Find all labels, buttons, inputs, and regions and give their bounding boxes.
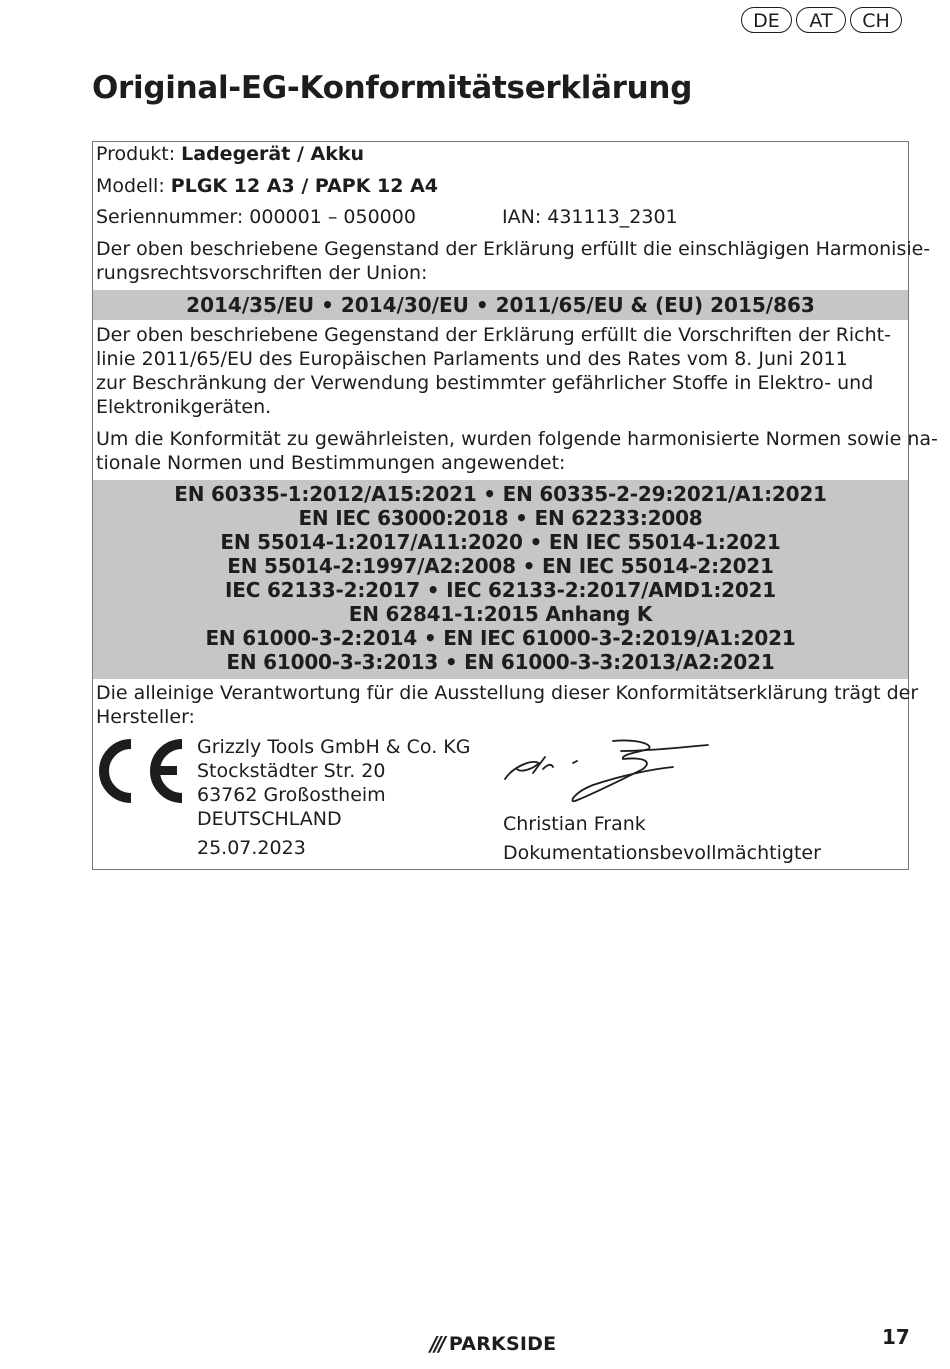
directives-text: 2014/35/EU • 2014/30/EU • 2011/65/EU & (EU) 2015/863 xyxy=(186,293,815,317)
declaration-date: 25.07.2023 xyxy=(197,837,306,859)
norms-intro-paragraph xyxy=(96,427,938,475)
intro-line: rungsrechtsvorschriften der Union: xyxy=(96,262,428,284)
product-row xyxy=(96,142,905,166)
manufacturer-city: 63762 Großostheim xyxy=(197,784,386,806)
ian-number: IAN: 431113_2301 xyxy=(502,206,678,228)
standard-line: EN 61000-3-2:2014 • EN IEC 61000-3-2:2019/A1:2021 xyxy=(205,626,796,650)
language-badges xyxy=(741,7,902,33)
rohs-line: zur Beschränkung der Verwendung bestimmter gefährlicher Stoffe in Elektro- und xyxy=(96,372,874,394)
norms-intro-line: tionale Normen und Bestimmungen angewendet: xyxy=(96,452,566,474)
logo-brand: PARKSIDE xyxy=(448,1333,557,1355)
rohs-line: Der oben beschriebene Gegenstand der Erklärung erfüllt die Vorschriften der Richt- xyxy=(96,324,891,346)
intro-line: Der oben beschriebene Gegenstand der Erklärung erfüllt die einschlägigen Harmonisie- xyxy=(96,238,931,260)
signatory-name: Christian Frank xyxy=(503,813,646,835)
model-label: Modell: xyxy=(96,175,165,197)
declaration-box xyxy=(92,141,938,870)
serial-row xyxy=(96,205,905,229)
signatory-role: Dokumentationsbevollmächtigter xyxy=(503,842,821,864)
rohs-paragraph xyxy=(96,323,902,419)
rohs-line: linie 2011/65/EU des Europäischen Parlaments und des Rates vom 8. Juni 2011 xyxy=(96,348,848,370)
standard-line: EN IEC 63000:2018 • EN 62233:2008 xyxy=(298,506,703,530)
product-value: Ladegerät / Akku xyxy=(181,143,365,165)
standard-line: EN 55014-2:1997/A2:2008 • EN IEC 55014-2:2021 xyxy=(227,554,774,578)
language-badge-ch: CH xyxy=(850,7,902,33)
responsibility-line: Hersteller: xyxy=(96,706,195,728)
responsibility-line: Die alleinige Verantwortung für die Ausstellung dieser Konformitätserklärung trägt der xyxy=(96,682,919,704)
rohs-line: Elektronikgeräten. xyxy=(96,396,272,418)
standards-band xyxy=(93,480,908,679)
model-value: PLGK 12 A3 / PAPK 12 A4 xyxy=(170,175,439,197)
standard-line: EN 62841-1:2015 Anhang K xyxy=(348,602,653,626)
parkside-logo xyxy=(430,1332,556,1356)
model-row xyxy=(96,174,905,198)
standard-line: IEC 62133-2:2017 • IEC 62133-2:2017/AMD1:2021 xyxy=(225,578,776,602)
language-badge-de: DE xyxy=(741,7,792,33)
signature-image xyxy=(503,739,713,809)
directives-band xyxy=(93,290,908,320)
page-title: Original-EG-Konformitätserklärung xyxy=(92,70,693,106)
standard-line: EN 60335-1:2012/A15:2021 • EN 60335-2-29:2021/A1:2021 xyxy=(174,482,827,506)
manufacturer-name: Grizzly Tools GmbH & Co. KG xyxy=(197,736,471,758)
language-badge-at: AT xyxy=(796,7,846,33)
intro-paragraph xyxy=(96,237,931,285)
standard-line: EN 61000-3-3:2013 • EN 61000-3-3:2013/A2:2021 xyxy=(226,650,775,674)
logo-slashes: /// xyxy=(430,1332,443,1356)
manufacturer-street: Stockstädter Str. 20 xyxy=(197,760,386,782)
ce-mark-icon xyxy=(95,738,187,804)
norms-intro-line: Um die Konformität zu gewährleisten, wurden folgende harmonisierte Normen sowie na- xyxy=(96,428,938,450)
manufacturer-country: DEUTSCHLAND xyxy=(197,808,342,830)
page-number: 17 xyxy=(882,1325,910,1349)
serial-number: Seriennummer: 000001 – 050000 xyxy=(96,206,416,228)
responsibility-paragraph xyxy=(96,681,919,729)
standard-line: EN 55014-1:2017/A11:2020 • EN IEC 55014-1:2021 xyxy=(220,530,781,554)
product-label: Produkt: xyxy=(96,143,176,165)
